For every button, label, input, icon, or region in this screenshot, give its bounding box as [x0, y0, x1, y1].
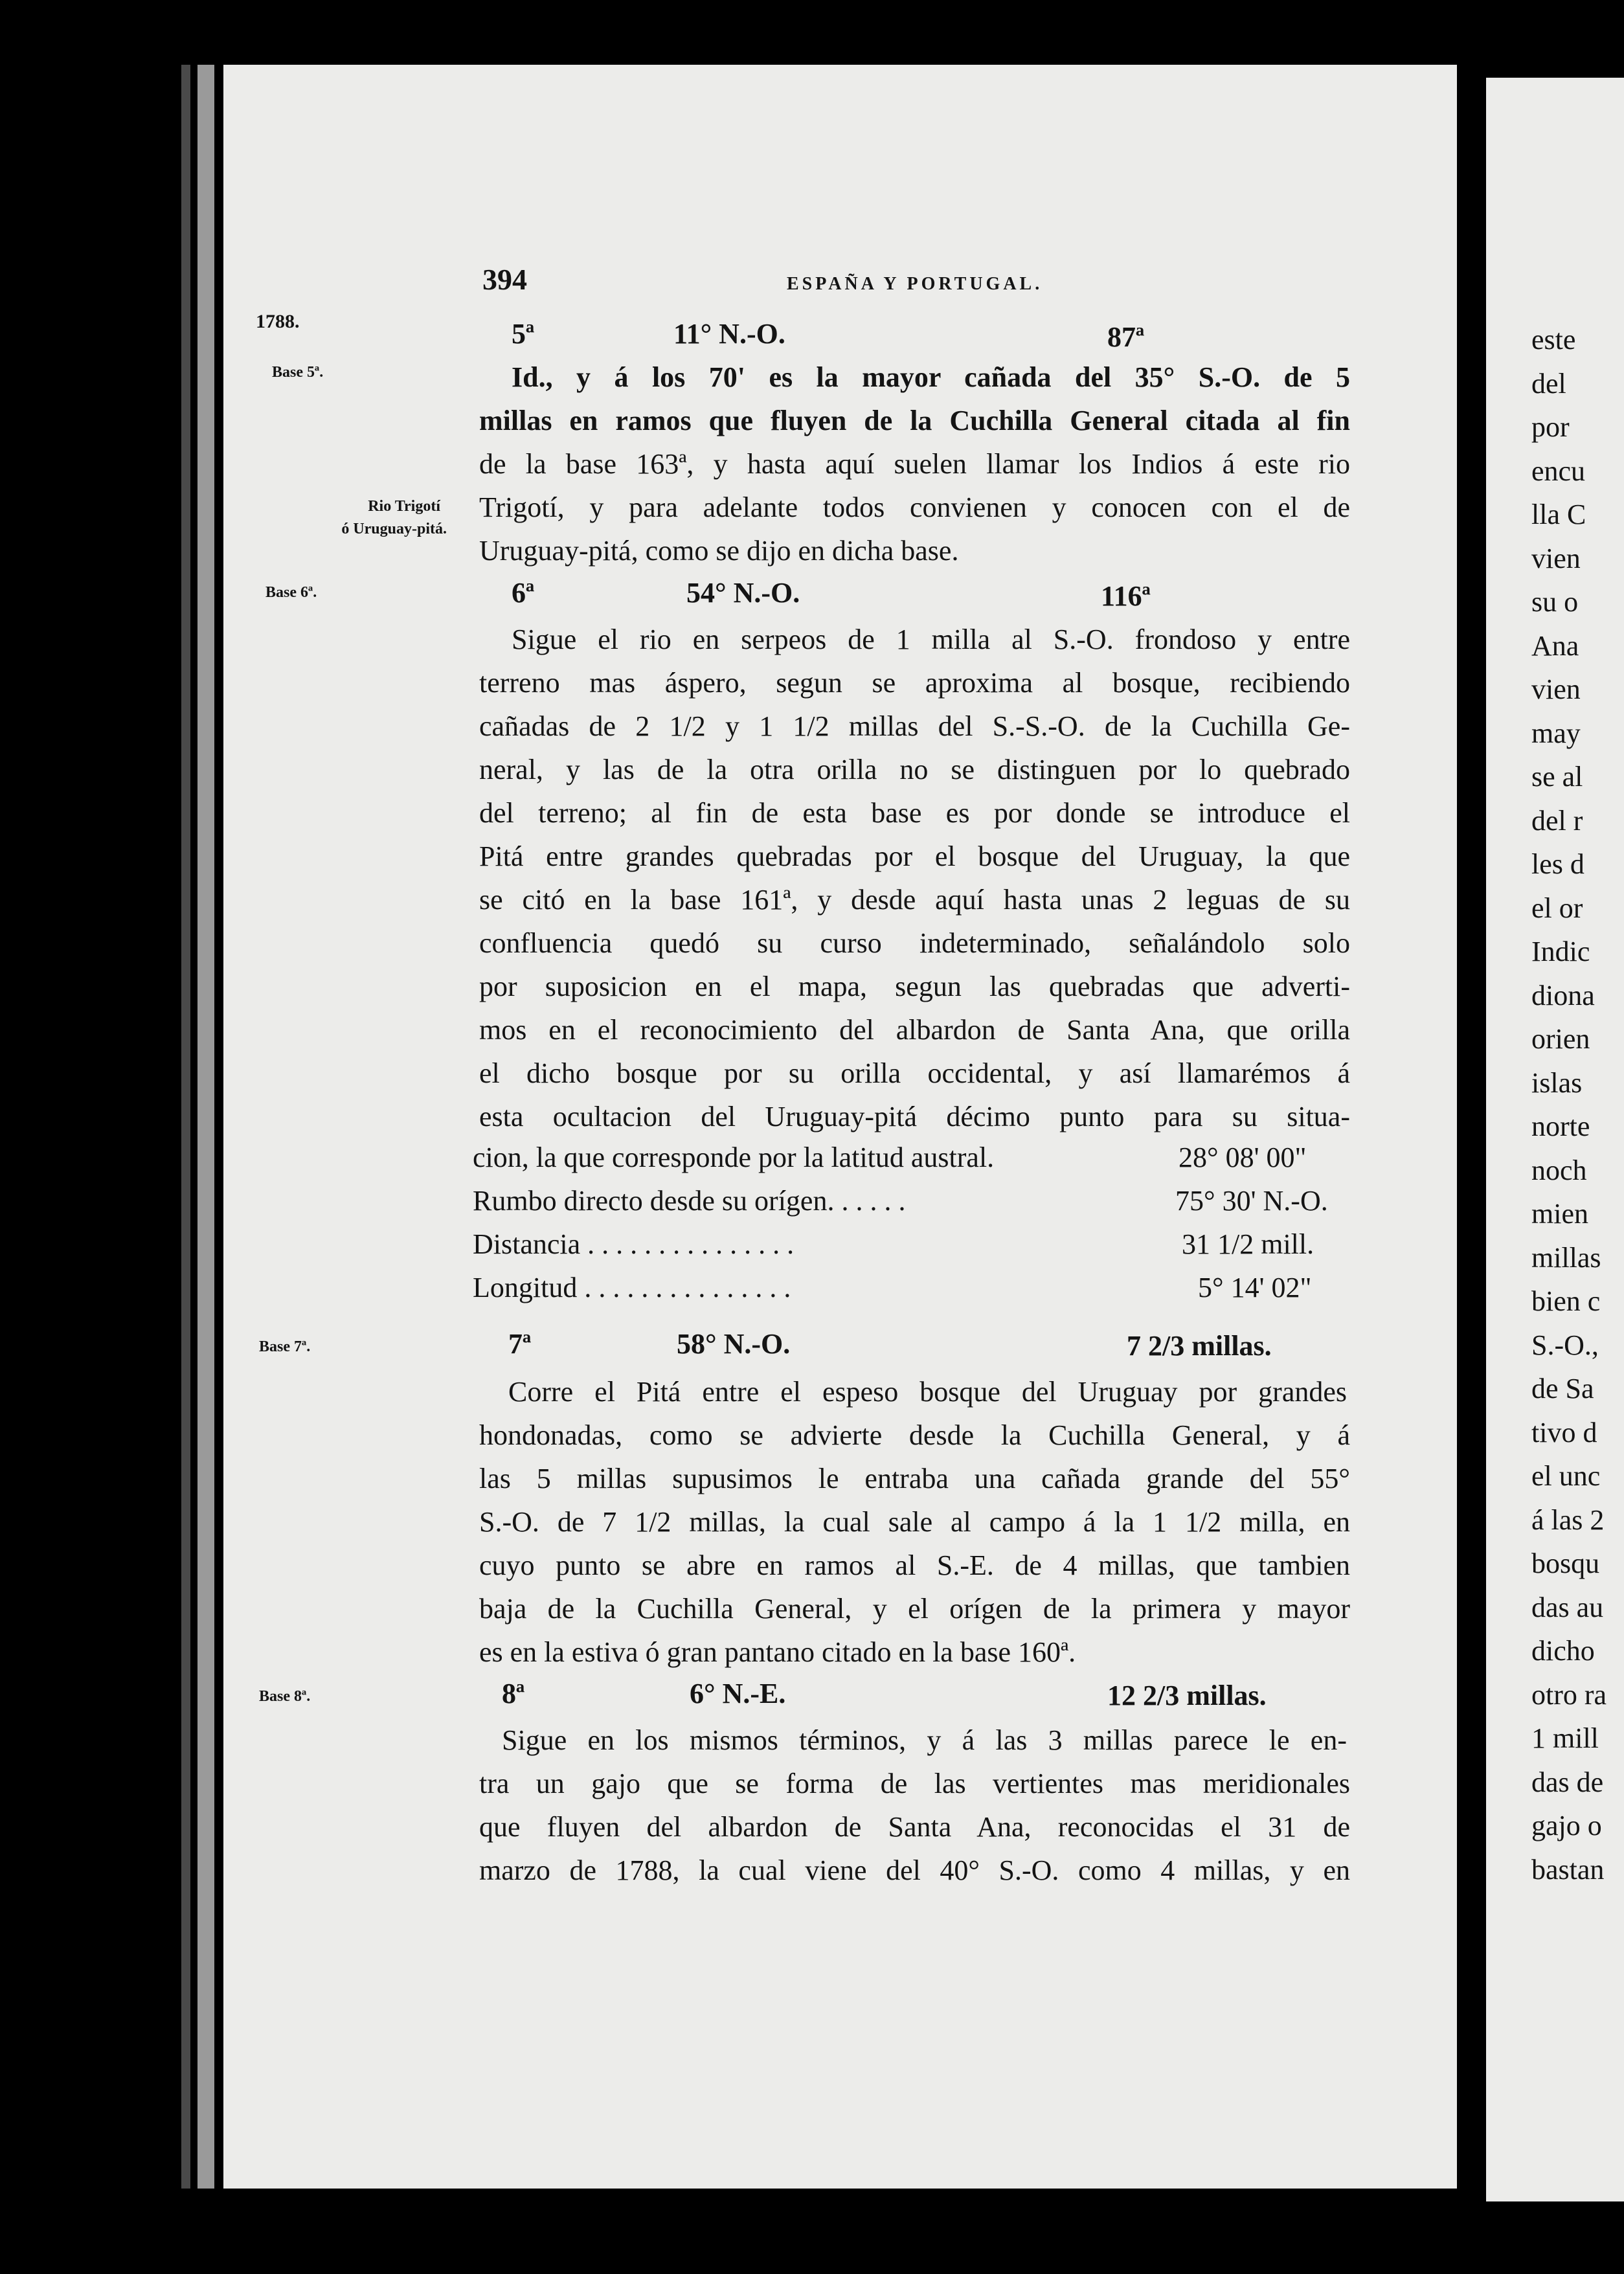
- text-line: tra un gajo que se forma de las vertientes mas meridionales: [479, 1768, 1350, 1799]
- book-spine-edge: [197, 65, 214, 2189]
- base-7-distance: 7 2/3 millas.: [1127, 1330, 1272, 1362]
- right-page-fragment: su o: [1531, 586, 1579, 618]
- text-line: las 5 millas supusimos le entraba una cañada grande del 55°: [479, 1463, 1350, 1494]
- right-page-fragment: de Sa: [1531, 1373, 1594, 1404]
- base-7-rumbo: 58° N.-O.: [677, 1328, 791, 1360]
- text-line: del terreno; al fin de esta base es por donde se introduce el: [479, 797, 1350, 829]
- right-page-fragment: bastan: [1531, 1853, 1605, 1886]
- base-8-distance: 12 2/3 millas.: [1107, 1680, 1267, 1711]
- right-page-fragment: noch: [1531, 1154, 1587, 1186]
- right-page-fragment: orien: [1531, 1023, 1590, 1055]
- base-8-rumbo: 6° N.-E.: [690, 1678, 786, 1709]
- base-5-rumbo: 11° N.-O.: [673, 318, 785, 350]
- text-line: marzo de 1788, la cual viene del 40° S.-O. como 4 millas, y en: [479, 1854, 1350, 1886]
- right-page-fragment: millas: [1531, 1241, 1601, 1274]
- margin-rio-trigoti: Rio Trigotí: [368, 498, 440, 515]
- distancia-label: Distancia . . . . . . . . . . . . . . .: [473, 1228, 795, 1260]
- text-line: terreno mas áspero, segun se aproxima al bosque, recibiendo: [479, 667, 1350, 699]
- right-page-fragment: das de: [1531, 1766, 1604, 1798]
- text-line: confluencia quedó su curso indeterminado, señalándolo solo: [479, 927, 1350, 959]
- right-page-fragment: á las 2: [1531, 1503, 1605, 1536]
- right-page-fragment: del r: [1531, 804, 1583, 837]
- text-line: neral, y las de la otra orilla no se distinguen por lo quebrado: [479, 754, 1350, 785]
- rumbo-label: Rumbo directo desde su orígen. . . . . .: [473, 1185, 906, 1217]
- margin-base-7: Base 7ª.: [259, 1338, 311, 1355]
- text-line: se citó en la base 161ª, y desde aquí hasta unas 2 leguas de su: [479, 884, 1350, 916]
- text-line: Id., y á los 70' es la mayor cañada del 35° S.-O. de 5: [512, 361, 1350, 393]
- margin-base-8: Base 8ª.: [259, 1688, 311, 1705]
- right-page-fragment: vien: [1531, 673, 1581, 705]
- text-line: millas en ramos que fluyen de la Cuchilla General citada al fin: [479, 405, 1350, 436]
- right-page-fragment: dicho: [1531, 1635, 1595, 1667]
- right-page-fragment: vien: [1531, 542, 1581, 574]
- book-spine-dark: [181, 65, 190, 2189]
- right-page-fragment: bien c: [1531, 1285, 1601, 1317]
- right-page-fragment: otro ra: [1531, 1678, 1607, 1711]
- text-line: hondonadas, como se advierte desde la Cuchilla General, y á: [479, 1419, 1350, 1451]
- text-line: S.-O. de 7 1/2 millas, la cual sale al campo á la 1 1/2 milla, en: [479, 1506, 1350, 1538]
- right-page-fragment: Indic: [1531, 936, 1590, 967]
- right-page-fragment: del: [1531, 367, 1566, 400]
- text-line: por suposicion en el mapa, segun las quebradas que adverti-: [479, 971, 1350, 1002]
- distancia-value: 31 1/2 mill.: [1182, 1228, 1314, 1260]
- base-5-number: 5ª: [512, 318, 535, 350]
- text-line: que fluyen del albardon de Santa Ana, reconocidas el 31 de: [479, 1811, 1350, 1843]
- base-5-distance: 87ª: [1107, 321, 1145, 353]
- right-page-fragment: bosqu: [1531, 1548, 1600, 1579]
- text-line: baja de la Cuchilla General, y el orígen de la primera y mayor: [479, 1593, 1350, 1625]
- text-line: cañadas de 2 1/2 y 1 1/2 millas del S.-S.-O. de la Cuchilla Ge-: [479, 710, 1350, 742]
- longitud-label: Longitud . . . . . . . . . . . . . . .: [473, 1272, 791, 1303]
- right-page-fragment: se al: [1531, 761, 1583, 793]
- running-head: ESPAÑA Y PORTUGAL.: [787, 274, 1043, 294]
- base-6-distance: 116ª: [1101, 580, 1151, 612]
- text-line: es en la estiva ó gran pantano citado en la base 160ª.: [479, 1636, 1076, 1668]
- right-page-fragment: S.-O.,: [1531, 1329, 1599, 1361]
- margin-uruguay-pita: ó Uruguay-pitá.: [341, 521, 447, 537]
- latitude-label: cion, la que corresponde por la latitud austral.: [473, 1142, 995, 1173]
- base-6-rumbo: 54° N.-O.: [686, 577, 800, 609]
- right-page-fragment: norte: [1531, 1110, 1590, 1142]
- right-page-fragment: Ana: [1531, 629, 1579, 662]
- right-page-fragment: les d: [1531, 848, 1585, 880]
- base-8-number: 8ª: [502, 1678, 525, 1709]
- right-page-fragment: encu: [1531, 455, 1586, 487]
- text-line: mos en el reconocimiento del albardon de Santa Ana, que orilla: [479, 1014, 1350, 1046]
- text-line: el dicho bosque por su orilla occidental, y así llamarémos á: [479, 1057, 1350, 1089]
- base-6-number: 6ª: [512, 577, 535, 609]
- right-page-fragment: islas: [1531, 1066, 1583, 1099]
- right-page-fragment: mien: [1531, 1198, 1588, 1230]
- text-line: Sigue en los mismos términos, y á las 3 millas parece le en-: [502, 1724, 1347, 1756]
- margin-year: 1788.: [256, 311, 300, 332]
- text-line: Sigue el rio en serpeos de 1 milla al S.-O. frondoso y entre: [512, 624, 1350, 655]
- text-line: Pitá entre grandes quebradas por el bosque del Uruguay, la que: [479, 840, 1350, 872]
- margin-base-5: Base 5ª.: [272, 364, 324, 381]
- text-line: Trigotí, y para adelante todos convienen y conocen con el de: [479, 491, 1350, 523]
- right-page-fragment: por: [1531, 411, 1570, 443]
- rumbo-value: 75° 30' N.-O.: [1175, 1185, 1328, 1217]
- right-page-fragment: el or: [1531, 892, 1583, 924]
- text-line: Uruguay-pitá, como se dijo en dicha base.: [479, 535, 959, 567]
- margin-base-6: Base 6ª.: [265, 584, 317, 601]
- page-header: [482, 262, 1350, 301]
- right-page-fragment: gajo o: [1531, 1810, 1602, 1841]
- right-page-fragment: este: [1531, 324, 1576, 355]
- right-page-fragment: el unc: [1531, 1460, 1601, 1492]
- text-line: esta ocultacion del Uruguay-pitá décimo punto para su situa-: [479, 1101, 1350, 1132]
- right-page-fragment: tivo d: [1531, 1416, 1597, 1448]
- latitude-value: 28° 08' 00": [1179, 1142, 1307, 1173]
- text-line: cuyo punto se abre en ramos al S.-E. de 4 millas, que tambien: [479, 1549, 1350, 1581]
- longitud-value: 5° 14' 02": [1198, 1272, 1312, 1303]
- right-page-fragment: may: [1531, 717, 1581, 749]
- right-page-fragment: das au: [1531, 1591, 1604, 1623]
- page-number: 394: [482, 263, 527, 296]
- right-page: [1486, 78, 1624, 2201]
- right-page-fragment: 1 mill: [1531, 1722, 1599, 1754]
- right-page-fragment: lla C: [1531, 499, 1586, 530]
- right-page-fragment: diona: [1531, 979, 1595, 1011]
- base-7-number: 7ª: [508, 1328, 532, 1360]
- text-line: de la base 163ª, y hasta aquí suelen llamar los Indios á este rio: [479, 448, 1350, 480]
- text-line: Corre el Pitá entre el espeso bosque del Uruguay por grandes: [508, 1376, 1347, 1408]
